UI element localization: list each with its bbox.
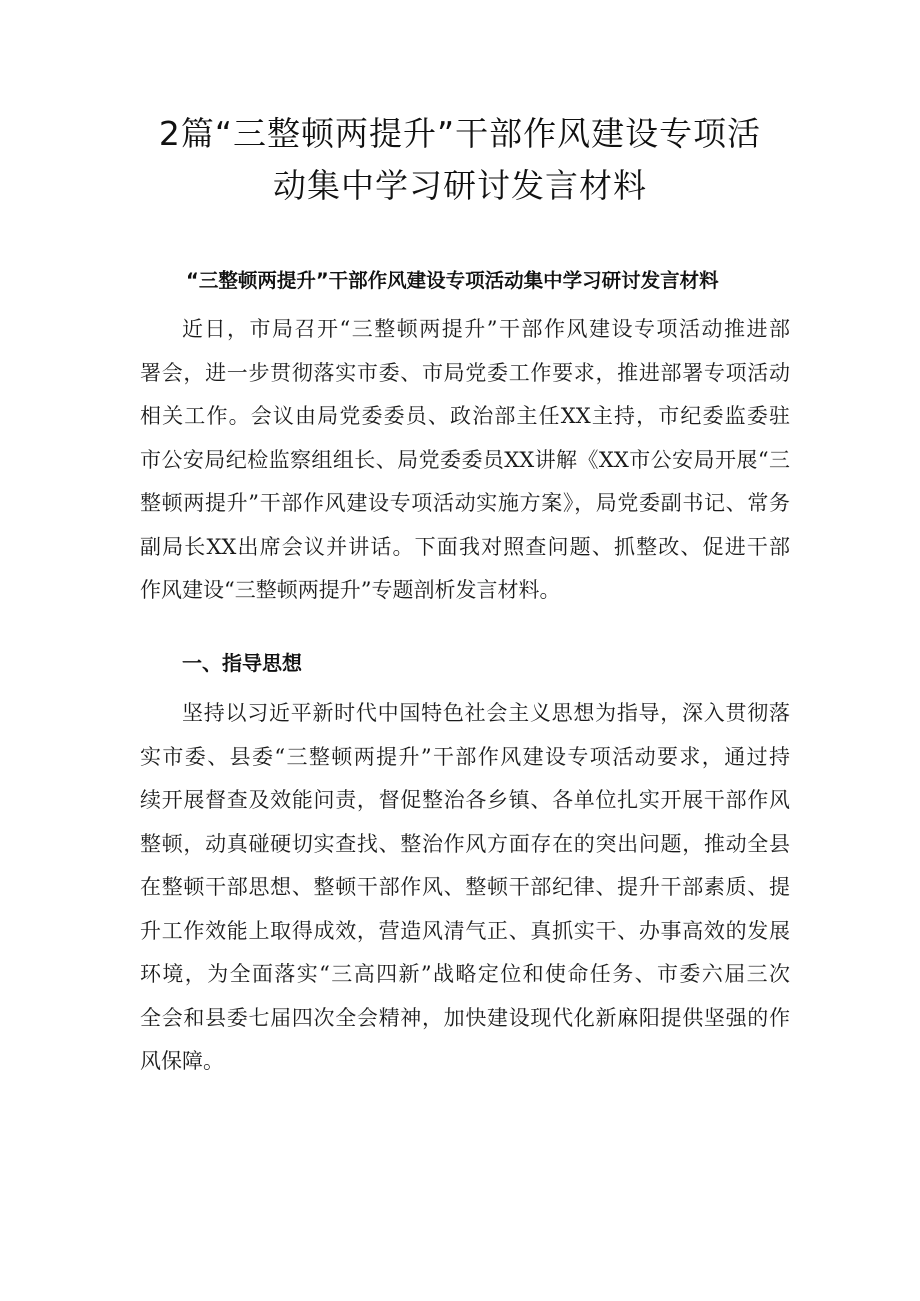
document-title [120, 108, 800, 212]
title-line: 2篇“三整顿两提升”干部作风建设专项活 [158, 114, 762, 153]
paragraph-line: 实市委、县委“三整顿两提升”干部作风建设专项活动要求，通过持 [140, 744, 790, 769]
paragraph-line: 作风建设“三整顿两提升”专题剖析发言材料。 [140, 578, 561, 602]
document-subtitle: “三整顿两提升”干部作风建设专项活动集中学习研讨发言材料 [186, 269, 719, 292]
paragraph-guiding-thought [140, 692, 790, 1084]
paragraph-line: 整顿，动真碰硬切实查找、整治作风方面存在的突出问题，推动全县 [140, 831, 790, 856]
paragraph-line: 近日，市局召开“三整顿两提升”干部作风建设专项活动推进部 [182, 317, 790, 341]
paragraph-line: 副局长XX出席会议并讲话。下面我对照查问题、抓整改、促进干部 [140, 534, 790, 559]
paragraph-line: 相关工作。会议由局党委委员、政治部主任XX主持，市纪委监委驻 [140, 404, 790, 428]
title-line: 动集中学习研讨发言材料 [273, 166, 647, 205]
paragraph-line: 续开展督查及效能问责，督促整治各乡镇、各单位扎实开展干部作风 [140, 788, 790, 812]
paragraph-line: 坚持以习近平新时代中国特色社会主义思想为指导，深入贯彻落 [182, 701, 790, 725]
paragraph-intro [140, 308, 790, 613]
paragraph-line: 在整顿干部思想、整顿干部作风、整顿干部纪律、提升干部素质、提 [140, 875, 790, 899]
paragraph-line: 署会，进一步贯彻落实市委、市局党委工作要求，推进部署专项活动 [140, 360, 790, 385]
paragraph-line: 市公安局纪检监察组组长、局党委委员XX讲解《XX市公安局开展“三 [140, 447, 790, 472]
paragraph-line: 环境，为全面落实“三高四新”战略定位和使命任务、市委六届三次 [140, 962, 790, 986]
paragraph-line: 全会和县委七届四次全会精神，加快建设现代化新麻阳提供坚强的作 [140, 1005, 790, 1030]
section-heading: 一、指导思想 [182, 651, 302, 675]
paragraph-line: 升工作效能上取得成效，营造风清气正、真抓实干、办事高效的发展 [140, 918, 790, 943]
paragraph-line: 整顿两提升”干部作风建设专项活动实施方案》，局党委副书记、常务 [140, 491, 790, 515]
paragraph-line: 风保障。 [140, 1049, 224, 1073]
